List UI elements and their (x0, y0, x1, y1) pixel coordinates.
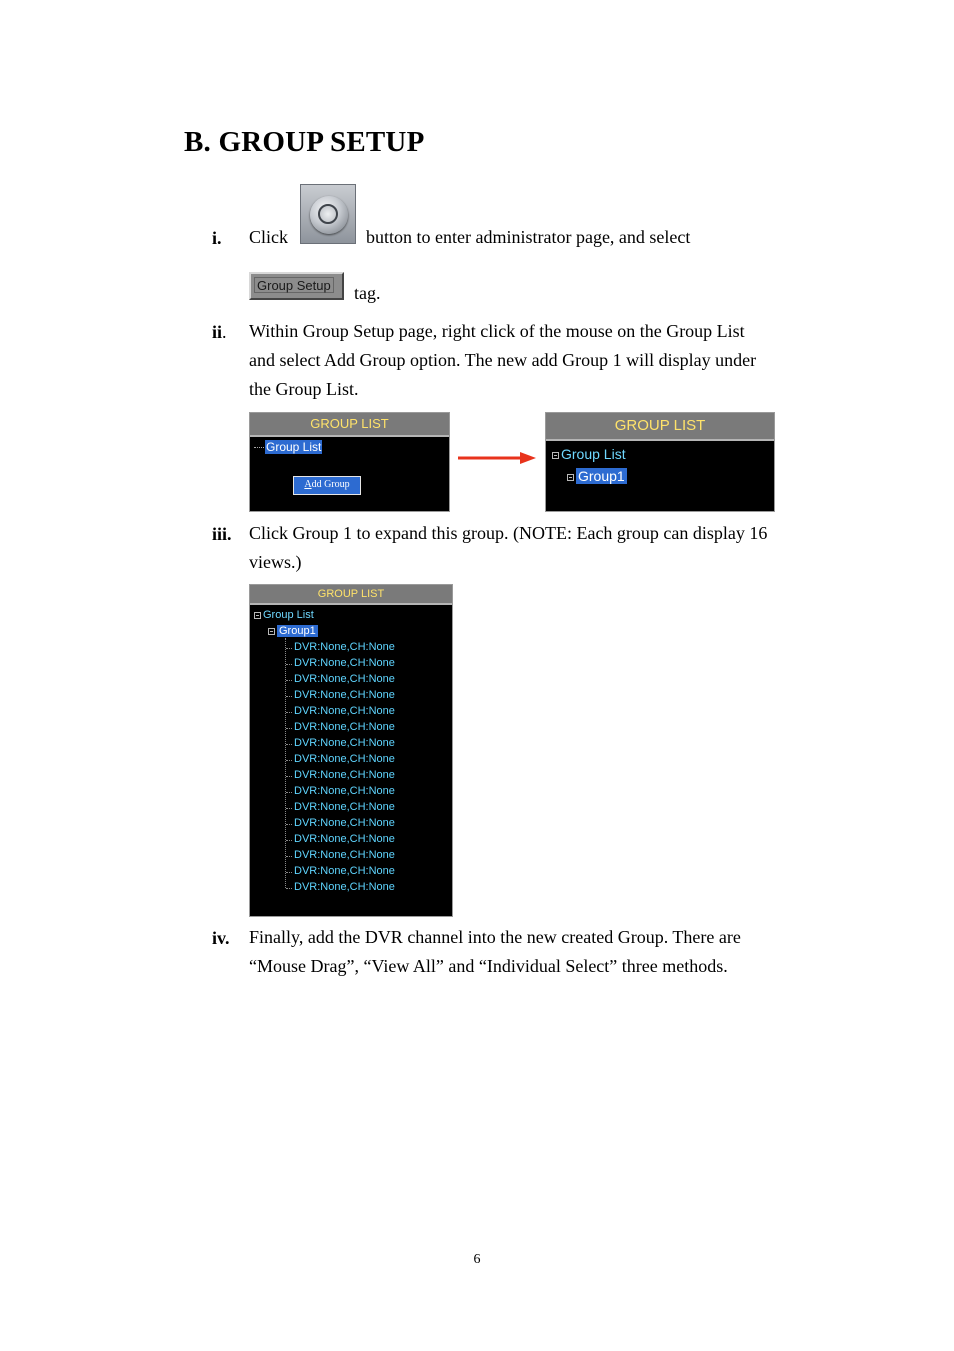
panel-title: GROUP LIST (546, 413, 774, 441)
step-iii-number: iii. (212, 524, 232, 544)
dvr-channel-item[interactable]: DVR:None,CH:None (294, 865, 395, 877)
section-heading: B. GROUP SETUP (184, 126, 425, 158)
dvr-channel-item[interactable]: DVR:None,CH:None (294, 833, 395, 845)
step-ii-line-3: the Group List. (249, 379, 359, 399)
step-ii-line-2: and select Add Group option. The new add Group 1 will display under (249, 350, 757, 370)
dvr-channel-item[interactable]: DVR:None,CH:None (294, 753, 395, 765)
tree-root-label: Group List (263, 609, 314, 621)
tree-group-row[interactable] (268, 625, 318, 637)
step-ii-number: ii. (212, 322, 227, 342)
group1-node: Group1 (578, 468, 625, 484)
step-i-text-click: Click (249, 227, 288, 247)
step-ii-line-1: Within Group Setup page, right click of the mouse on the Group List (249, 321, 745, 341)
expand-icon[interactable] (567, 474, 574, 481)
group-list-panel-added (545, 412, 775, 512)
step-iii-line-1: Click Group 1 to expand this group. (NOTE: Each group can display 16 (249, 523, 768, 543)
dvr-channel-item[interactable]: DVR:None,CH:None (294, 849, 395, 861)
dvr-channel-item[interactable]: DVR:None,CH:None (294, 705, 395, 717)
dvr-channel-item[interactable]: DVR:None,CH:None (294, 721, 395, 733)
step-i-text-tag: tag. (354, 283, 381, 303)
dvr-channel-item[interactable]: DVR:None,CH:None (294, 817, 395, 829)
group-setup-tab-label: Group Setup (257, 278, 331, 293)
dvr-channel-item[interactable]: DVR:None,CH:None (294, 641, 395, 653)
tree-root-row[interactable] (254, 609, 314, 621)
admin-gear-icon (310, 196, 348, 234)
collapse-icon[interactable] (254, 612, 261, 619)
group1-node: Group1 (279, 625, 316, 637)
panel-title: GROUP LIST (250, 413, 449, 437)
right-arrow-icon (456, 449, 538, 467)
administrator-button[interactable] (300, 184, 356, 244)
step-iv-line-1: Finally, add the DVR channel into the new created Group. There are (249, 927, 741, 947)
step-i-number: i. (212, 228, 222, 248)
step-i-text-rest: button to enter administrator page, and select (366, 227, 691, 247)
step-iv-line-2: “Mouse Drag”, “View All” and “Individual Select” three methods. (249, 956, 728, 976)
step-iv-number: iv. (212, 928, 230, 948)
dvr-channel-item[interactable]: DVR:None,CH:None (294, 689, 395, 701)
panel-title: GROUP LIST (250, 585, 452, 605)
dvr-channel-item[interactable]: DVR:None,CH:None (294, 769, 395, 781)
dvr-channel-item[interactable]: DVR:None,CH:None (294, 881, 395, 893)
add-group-menu-item[interactable]: Add Group (293, 476, 361, 495)
tree-group-row[interactable] (567, 468, 627, 484)
dvr-channel-item[interactable]: DVR:None,CH:None (294, 785, 395, 797)
group-list-panel-expanded (249, 584, 453, 917)
page-number: 6 (473, 1252, 481, 1267)
group-list-root-node[interactable]: Group List (266, 440, 322, 454)
step-iii-line-2: views.) (249, 552, 302, 572)
group-list-panel-context (249, 412, 450, 512)
collapse-icon[interactable] (552, 452, 559, 459)
group-setup-tab[interactable] (249, 272, 344, 300)
dvr-channel-item[interactable]: DVR:None,CH:None (294, 737, 395, 749)
dvr-channel-item[interactable]: DVR:None,CH:None (294, 657, 395, 669)
dvr-channel-item[interactable]: DVR:None,CH:None (294, 673, 395, 685)
dvr-channel-item[interactable]: DVR:None,CH:None (294, 801, 395, 813)
tree-root-row[interactable] (552, 446, 626, 462)
tree-root-label: Group List (561, 446, 626, 462)
collapse-icon[interactable] (268, 628, 275, 635)
